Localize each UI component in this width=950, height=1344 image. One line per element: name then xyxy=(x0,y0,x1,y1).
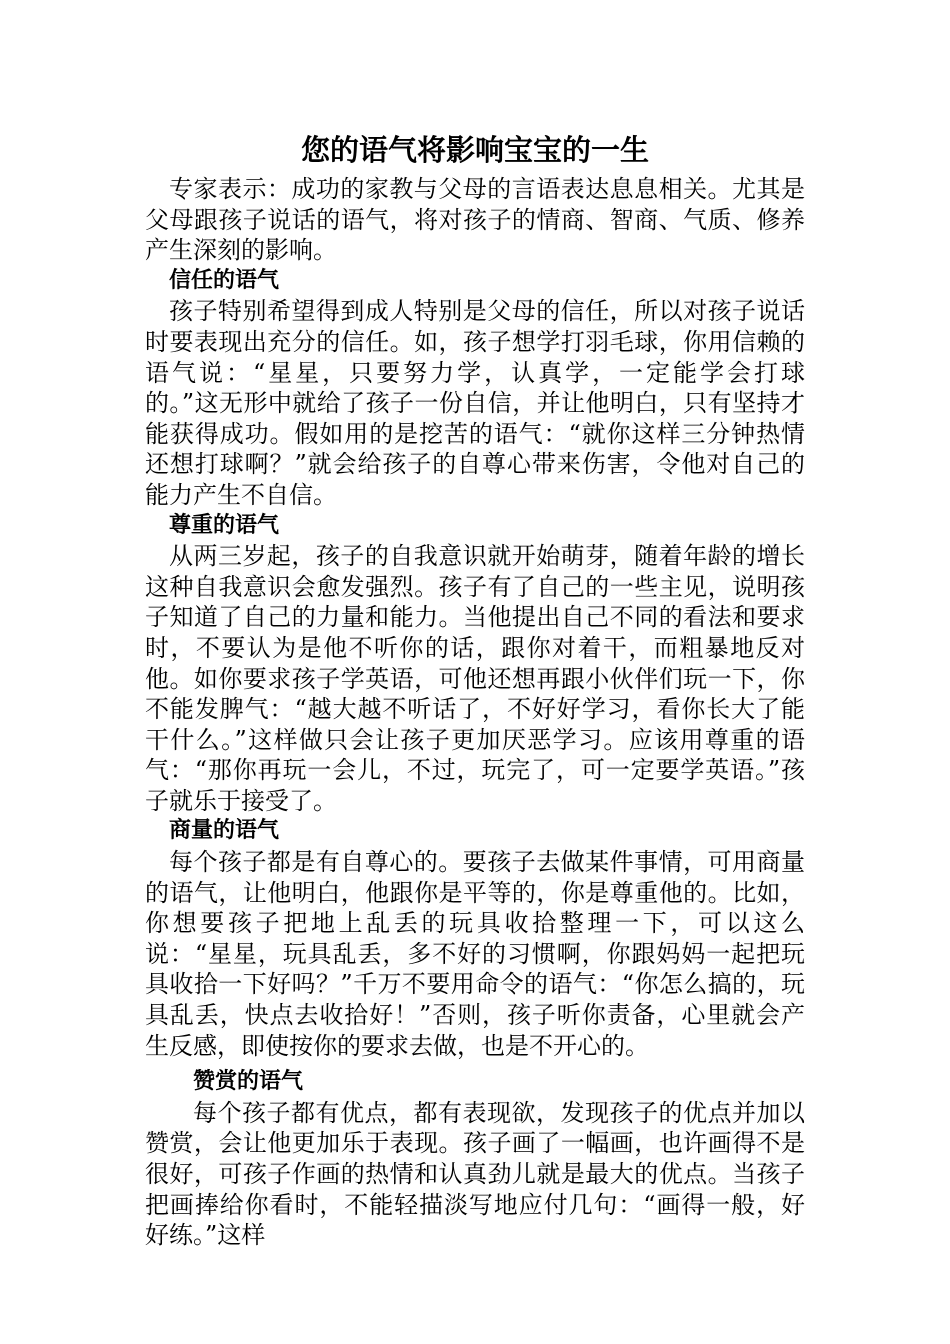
section-text-praise: 每个孩子都有优点，都有表现欲，发现孩子的优点并加以赞赏，会让他更加乐于表现。孩子画了一幅画，也许画得不是很好，可孩子作画的热情和认真劲儿就是最大的优点。当孩子把画捧给你看时，不能轻描淡写地应付几句：“画得一般，好好练。”这样 xyxy=(145,1098,805,1250)
section-heading-discuss: 商量的语气 xyxy=(169,818,280,844)
section-text-trust: 孩子特别希望得到成人特别是父母的信任，所以对孩子说话时要表现出充分的信任。如，孩子想学打羽毛球，你用信赖的语气说：“星星，只要努力学，认真学，一定能学会打球的。”这无形中就给了孩子一份自信，并让他明白，只有坚持才能获得成功。假如用的是挖苦的语气：“就你这样三分钟热情还想打球啊？”就会给孩子的自尊心带来伤害，令他对自己的能力产生不自信。 xyxy=(145,297,805,509)
section-heading-respect: 尊重的语气 xyxy=(169,512,280,538)
document-page xyxy=(145,128,805,1251)
section-heading-trust: 信任的语气 xyxy=(169,267,280,293)
section-text-discuss: 每个孩子都是有自尊心的。要孩子去做某件事情，可用商量的语气，让他明白，他跟你是平等的，你是尊重他的。比如，你想要孩子把地上乱丢的玩具收拾整理一下，可以这么说：“星星，玩具乱丢，多不好的习惯啊，你跟妈妈一起把玩具收拾一下好吗？”千万不要用命令的语气：“你怎么搞的，玩具乱丢，快点去收拾好！”否则，孩子听你责备，心里就会产生反感，即使按你的要求去做，也是不开心的。 xyxy=(145,848,805,1060)
page-title: 您的语气将影响宝宝的一生 xyxy=(300,133,649,167)
section-heading-praise: 赞赏的语气 xyxy=(193,1069,304,1095)
intro-paragraph: 专家表示：成功的家教与父母的言语表达息息相关。尤其是父母跟孩子说话的语气，将对孩子的情商、智商、气质、修养产生深刻的影响。 xyxy=(145,175,805,265)
section-text-respect: 从两三岁起，孩子的自我意识就开始萌芽，随着年龄的增长这种自我意识会愈发强烈。孩子有了自己的一些主见，说明孩子知道了自己的力量和能力。当他提出自己不同的看法和要求时，不要认为是他不听你的话，跟你对着干，而粗暴地反对他。如你要求孩子学英语，可他还想再跟小伙伴们玩一下，你不能发脾气：“越大越不听话了，不好好学习，看你长大了能干什么。”这样做只会让孩子更加厌恶学习。应该用尊重的语气：“那你再玩一会儿，不过，玩完了，可一定要学英语。”孩子就乐于接受了。 xyxy=(145,542,805,815)
